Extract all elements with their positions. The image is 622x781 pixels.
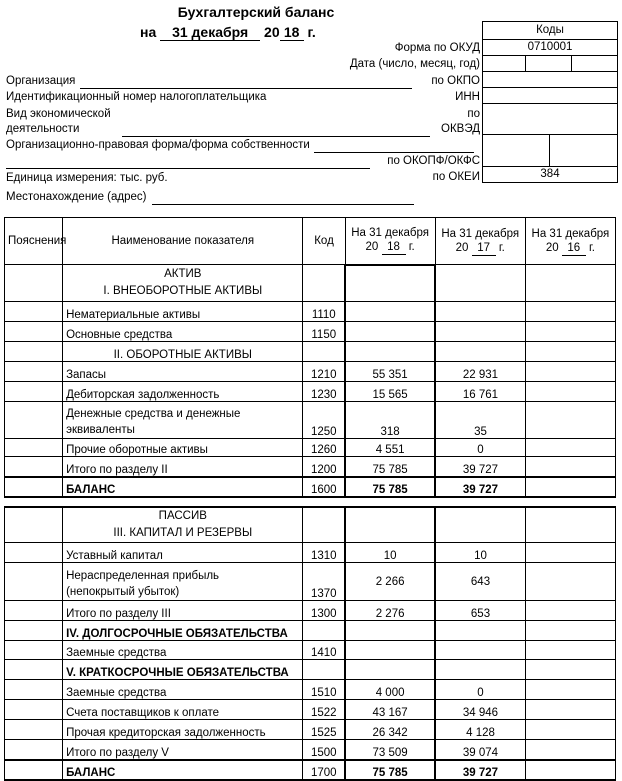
- table-cell: БАЛАНС: [63, 760, 303, 780]
- table-cell: 39 727: [435, 457, 525, 477]
- balance-table: [4, 217, 616, 781]
- table-cell: [345, 302, 435, 322]
- table-cell: 653: [435, 601, 525, 621]
- table-cell: Итого по разделу V: [63, 740, 303, 760]
- section-3-title: III. КАПИТАЛ И РЕЗЕРВЫ: [113, 526, 253, 539]
- table-row: [5, 265, 616, 302]
- table-cell: 73 509: [345, 740, 435, 760]
- table-cell: Счета поставщиков к оплате: [63, 700, 303, 720]
- table-row: [5, 680, 616, 700]
- table-cell: Нематериальные активы: [63, 302, 303, 322]
- table-cell: 1210: [303, 362, 345, 382]
- table-cell: 1310: [303, 543, 345, 563]
- table-cell: Прочие оборотные активы: [63, 439, 303, 457]
- table-row: [5, 362, 616, 382]
- table-row: [5, 720, 616, 740]
- codes-box: [482, 21, 618, 183]
- okved-label-1: по: [467, 108, 480, 120]
- table-cell: 1150: [303, 322, 345, 342]
- col-year-1-header: На 31 декабря 20 18 г.: [345, 218, 435, 265]
- legal-form-label: Организационно-правовая форма/форма собственности: [6, 139, 310, 151]
- table-cell: Заемные средства: [63, 680, 303, 700]
- table-cell: 4 551: [345, 439, 435, 457]
- inn-field-label: Идентификационный номер налогоплательщика: [6, 91, 267, 103]
- col-code-header: Код: [303, 218, 345, 265]
- table-cell: 1300: [303, 601, 345, 621]
- location-label: Местонахождение (адрес): [6, 191, 147, 203]
- year-prefix: 20: [264, 24, 280, 40]
- legal-form-line-2: [6, 168, 370, 169]
- table-cell: 1525: [303, 720, 345, 740]
- activity-line: [122, 136, 430, 137]
- table-cell: 1700: [303, 760, 345, 780]
- organization-label: Организация: [6, 75, 76, 87]
- table-cell: 26 342: [345, 720, 435, 740]
- table-cell: 1230: [303, 382, 345, 402]
- table-cell: 43 167: [345, 700, 435, 720]
- table-row: [5, 439, 616, 457]
- table-cell: Запасы: [63, 362, 303, 382]
- table-row: [5, 302, 616, 322]
- table-cell: 1600: [303, 477, 345, 497]
- table-cell: 2 276: [345, 601, 435, 621]
- table-cell: 1370: [303, 563, 345, 601]
- section-2-title: II. ОБОРОТНЫЕ АКТИВЫ: [63, 342, 303, 362]
- table-cell: 2 266: [345, 563, 435, 601]
- year-suffix: 18: [280, 24, 304, 41]
- inn-code-cell: [483, 87, 617, 103]
- legal-form-line-1: [314, 152, 474, 153]
- table-row: [5, 760, 616, 780]
- table-row: [5, 601, 616, 621]
- table-cell: 1200: [303, 457, 345, 477]
- section-4-title: IV. ДОЛГОСРОЧНЫЕ ОБЯЗАТЕЛЬСТВА: [63, 621, 303, 641]
- location-line: [152, 204, 414, 205]
- okud-value: 0710001: [483, 39, 617, 55]
- date-day-month: 31 декабря: [160, 24, 260, 41]
- table-cell: Основные средства: [63, 322, 303, 342]
- table-cell: 1522: [303, 700, 345, 720]
- table-cell: 4 128: [435, 720, 525, 740]
- table-cell: Дебиторская задолженность: [63, 382, 303, 402]
- table-cell: 39 074: [435, 740, 525, 760]
- table-cell: 1510: [303, 680, 345, 700]
- col-year-3-header: На 31 декабря 20 16 г.: [525, 218, 615, 265]
- table-cell: [345, 322, 435, 342]
- table-cell: Итого по разделу III: [63, 601, 303, 621]
- okud-label: Форма по ОКУД: [394, 42, 480, 54]
- table-cell: 10: [435, 543, 525, 563]
- table-cell: [435, 302, 525, 322]
- table-cell: 75 785: [345, 760, 435, 780]
- table-cell: [435, 641, 525, 660]
- table-row: [5, 700, 616, 720]
- table-cell: Уставный капитал: [63, 543, 303, 563]
- report-date: [140, 24, 316, 41]
- okpo-label: по ОКПО: [431, 75, 480, 87]
- table-row: [5, 342, 616, 362]
- table-cell: 35: [435, 402, 525, 439]
- table-row: [5, 457, 616, 477]
- activity-label-2: деятельности: [6, 123, 80, 135]
- table-row: [5, 507, 616, 543]
- okpo-code-cell: [483, 71, 617, 87]
- table-cell: Итого по разделу II: [63, 457, 303, 477]
- year-unit: г.: [307, 24, 316, 40]
- table-cell: 1260: [303, 439, 345, 457]
- table-cell: 15 565: [345, 382, 435, 402]
- table-row: [5, 382, 616, 402]
- table-cell: Заемные средства: [63, 641, 303, 660]
- table-cell: Прочая кредиторская задолженность: [63, 720, 303, 740]
- okei-label: по ОКЕИ: [432, 171, 480, 183]
- okved-code-cell: [483, 103, 617, 134]
- col-notes-header: Пояснения: [5, 218, 63, 265]
- codes-heading: Коды: [536, 24, 564, 36]
- table-cell: 0: [435, 439, 525, 457]
- table-cell: [435, 322, 525, 342]
- table-row: [5, 322, 616, 342]
- organization-line: [80, 88, 412, 89]
- table-cell: 55 351: [345, 362, 435, 382]
- table-row: [5, 740, 616, 760]
- table-cell: 10: [345, 543, 435, 563]
- okei-value: 384: [483, 166, 617, 182]
- table-row: Нераспределенная прибыль (непокрытый убыток) 1370 2 266 643: [5, 563, 616, 601]
- activity-label-1: Вид экономической: [6, 108, 111, 120]
- table-row: [5, 477, 616, 497]
- table-cell: 22 931: [435, 362, 525, 382]
- date-code-cell: [483, 55, 617, 71]
- table-cell: 39 727: [435, 477, 525, 497]
- section-1-title: I. ВНЕОБОРОТНЫЕ АКТИВЫ: [103, 285, 263, 297]
- table-cell: 4 000: [345, 680, 435, 700]
- inn-label: ИНН: [455, 91, 480, 103]
- okopf-label: по ОКОПФ/ОКФС: [387, 155, 480, 167]
- table-cell: 75 785: [345, 477, 435, 497]
- table-cell: 1500: [303, 740, 345, 760]
- table-cell: 1110: [303, 302, 345, 322]
- table-cell: БАЛАНС: [63, 477, 303, 497]
- table-cell: 75 785: [345, 457, 435, 477]
- table-row: [5, 660, 616, 680]
- table-row: Денежные средства и денежные эквиваленты 1250 318 35: [5, 402, 616, 439]
- table-cell: 34 946: [435, 700, 525, 720]
- col-year-2-header: На 31 декабря 20 17 г.: [435, 218, 525, 265]
- table-row: [5, 543, 616, 563]
- table-cell: 1250: [303, 402, 345, 439]
- date-prefix: на: [140, 24, 157, 40]
- col-name-header: Наименование показателя: [63, 218, 303, 265]
- page-title: Бухгалтерский баланс: [177, 4, 335, 20]
- table-cell: 318: [345, 402, 435, 439]
- table-cell: 39 727: [435, 760, 525, 780]
- table-cell: 1410: [303, 641, 345, 660]
- liab-title: ПАССИВ: [158, 509, 207, 522]
- date-label: Дата (число, месяц, год): [349, 58, 480, 70]
- okopf-code-cell: [483, 134, 617, 166]
- table-cell: [345, 641, 435, 660]
- table-cell: 643: [435, 563, 525, 601]
- table-cell: 0: [435, 680, 525, 700]
- unit-label: Единица измерения: тыс. руб.: [6, 172, 168, 184]
- table-row: [5, 621, 616, 641]
- section-5-title: V. КРАТКОСРОЧНЫЕ ОБЯЗАТЕЛЬСТВА: [63, 660, 303, 680]
- asset-title: АКТИВ: [164, 268, 202, 280]
- table-cell: 16 761: [435, 382, 525, 402]
- table-row: [5, 641, 616, 660]
- okved-label-2: ОКВЭД: [441, 123, 480, 135]
